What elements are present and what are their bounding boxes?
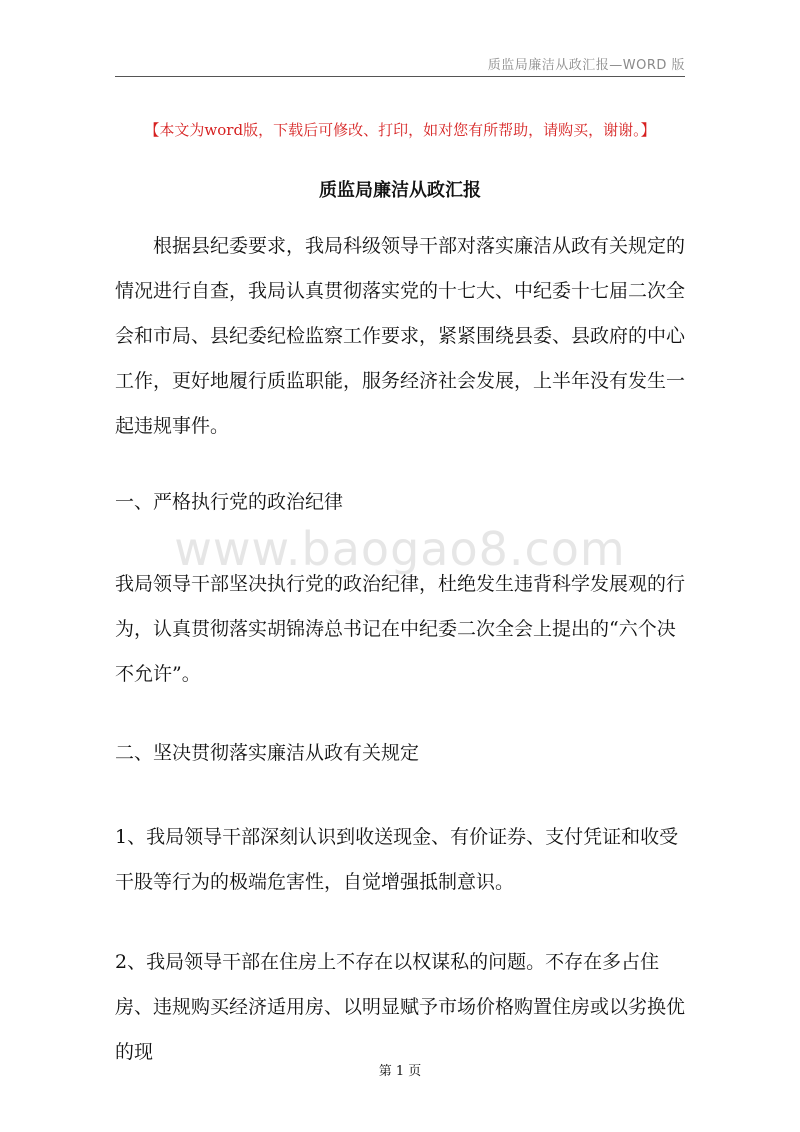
section-1-paragraph (115, 562, 685, 697)
header-rule (115, 76, 685, 77)
section-1-text: 我局领导干部坚决执行党的政治纪律，杜绝发生违背科学发展观的行为，认真贯彻落实胡锦涛总书记在中纪委二次全会上提出的“六个决不允许”。 (115, 573, 686, 685)
list-item-2-text: 2、我局领导干部在住房上不存在以权谋私的问题。不存在多占住房、违规购买经济适用房、以明显赋予市场价格购置住房或以劣换优的现 (115, 951, 686, 1063)
section-heading-2 (115, 731, 685, 776)
section-heading-2-text: 二、坚决贯彻落实廉洁从政有关规定 (115, 742, 420, 764)
running-header: 质监局廉洁从政汇报—WORD 版 (487, 58, 685, 73)
section-heading-1-text: 一、严格执行党的政治纪律 (115, 491, 344, 513)
list-item-2 (115, 940, 685, 1075)
document-title: 质监局廉洁从政汇报 (319, 180, 481, 201)
list-item-1-text: 1、我局领导干部深刻认识到收送现金、有价证券、支付凭证和收受干股等行为的极端危害性，自觉增强抵制意识。 (115, 826, 679, 893)
list-item-1 (115, 815, 685, 905)
section-heading-1 (115, 480, 685, 525)
intro-paragraph (115, 224, 685, 449)
purchase-notice: 【本文为word版，下载后可修改、打印，如对您有所帮助，请购买，谢谢。】 (144, 121, 656, 139)
watermark: www.baogao8.com (174, 522, 626, 576)
page-number: 第 1 页 (378, 1064, 422, 1079)
intro-text: 根据县纪委要求，我局科级领导干部对落实廉洁从政有关规定的情况进行自查，我局认真贯彻落实党的十七大、中纪委十七届二次全会和市局、县纪委纪检监察工作要求，紧紧围绕县委、县政府的中心工作，更好地履行质监职能，服务经济社会发展，上半年没有发生一起违规事件。 (115, 235, 686, 437)
